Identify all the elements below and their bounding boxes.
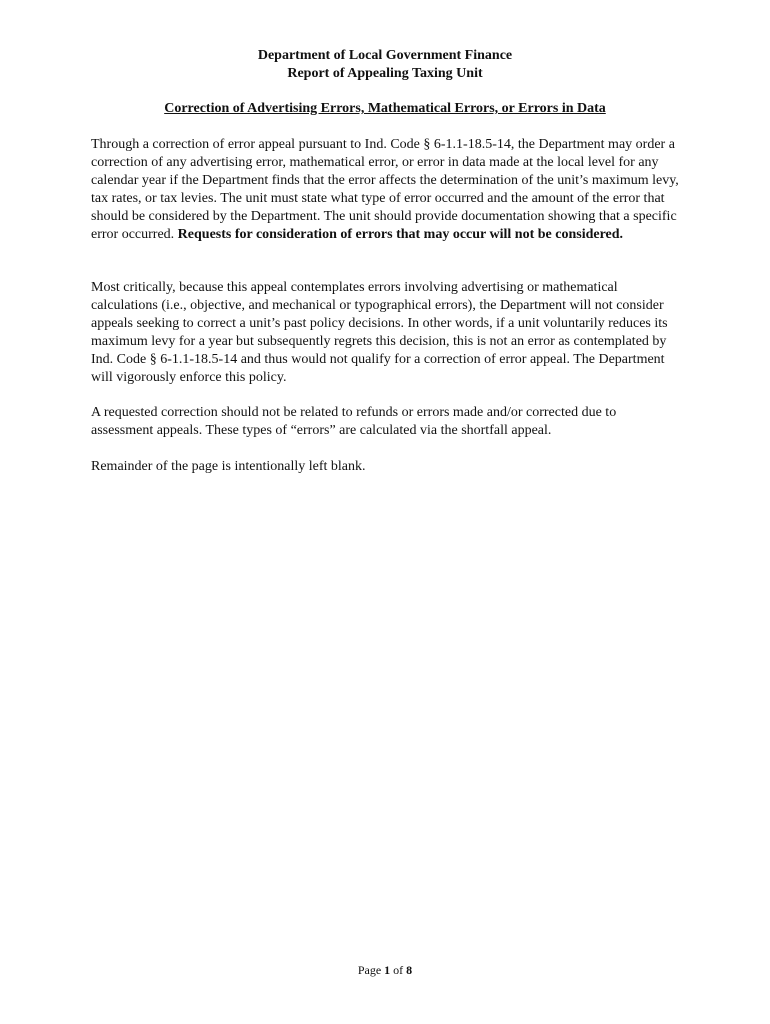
paragraph-appeal-overview <box>91 136 681 244</box>
report-title: Report of Appealing Taxing Unit <box>287 66 483 81</box>
section-heading: Correction of Advertising Errors, Mathematical Errors, or Errors in Data <box>164 101 606 116</box>
paragraph-policy-decisions: Most critically, because this appeal contemplates errors involving advertising or mathematical calculations (i.e., objective, and mechanical or typographical errors), the Department will not consider appeals seeking to correct a unit’s past policy decisions. In other words, if a unit voluntarily reduces its maximum levy for a year but subsequently regrets this decision, this is not an error as contemplated by Ind. Code § 6-1.1-18.5-14 and thus would not qualify for a correction of error appeal. The Department will vigorously enforce this policy. <box>91 280 668 385</box>
of-label: of <box>393 963 404 977</box>
paragraph-appeal-overview-emphasis: Requests for consideration of errors that may occur will not be considered. <box>177 227 624 242</box>
current-page-number: 1 <box>384 963 391 977</box>
department-title: Department of Local Government Finance <box>257 48 513 63</box>
paragraph-blank-notice: Remainder of the page is intentionally left blank. <box>91 459 366 474</box>
total-pages-number: 8 <box>406 963 413 977</box>
page-label: Page <box>357 963 382 977</box>
page-footer <box>0 962 770 978</box>
paragraph-refunds-note: A requested correction should not be related to refunds or errors made and/or corrected due to assessment appeals. These types of “errors” are calculated via the shortfall appeal. <box>91 405 617 438</box>
paragraph-appeal-overview-text: Through a correction of error appeal pursuant to Ind. Code § 6-1.1-18.5-14, the Department may order a correction of any advertising error, mathematical error, or error in data made at the local level for any calendar year if the Department finds that the error affects the determination of the unit’s maximum levy, tax rates, or tax levies. The unit must state what type of error occurred and the amount of the error that should be considered by the Department. The unit should provide documentation showing that a specific error occurred. <box>91 137 679 242</box>
document-header <box>0 47 770 83</box>
